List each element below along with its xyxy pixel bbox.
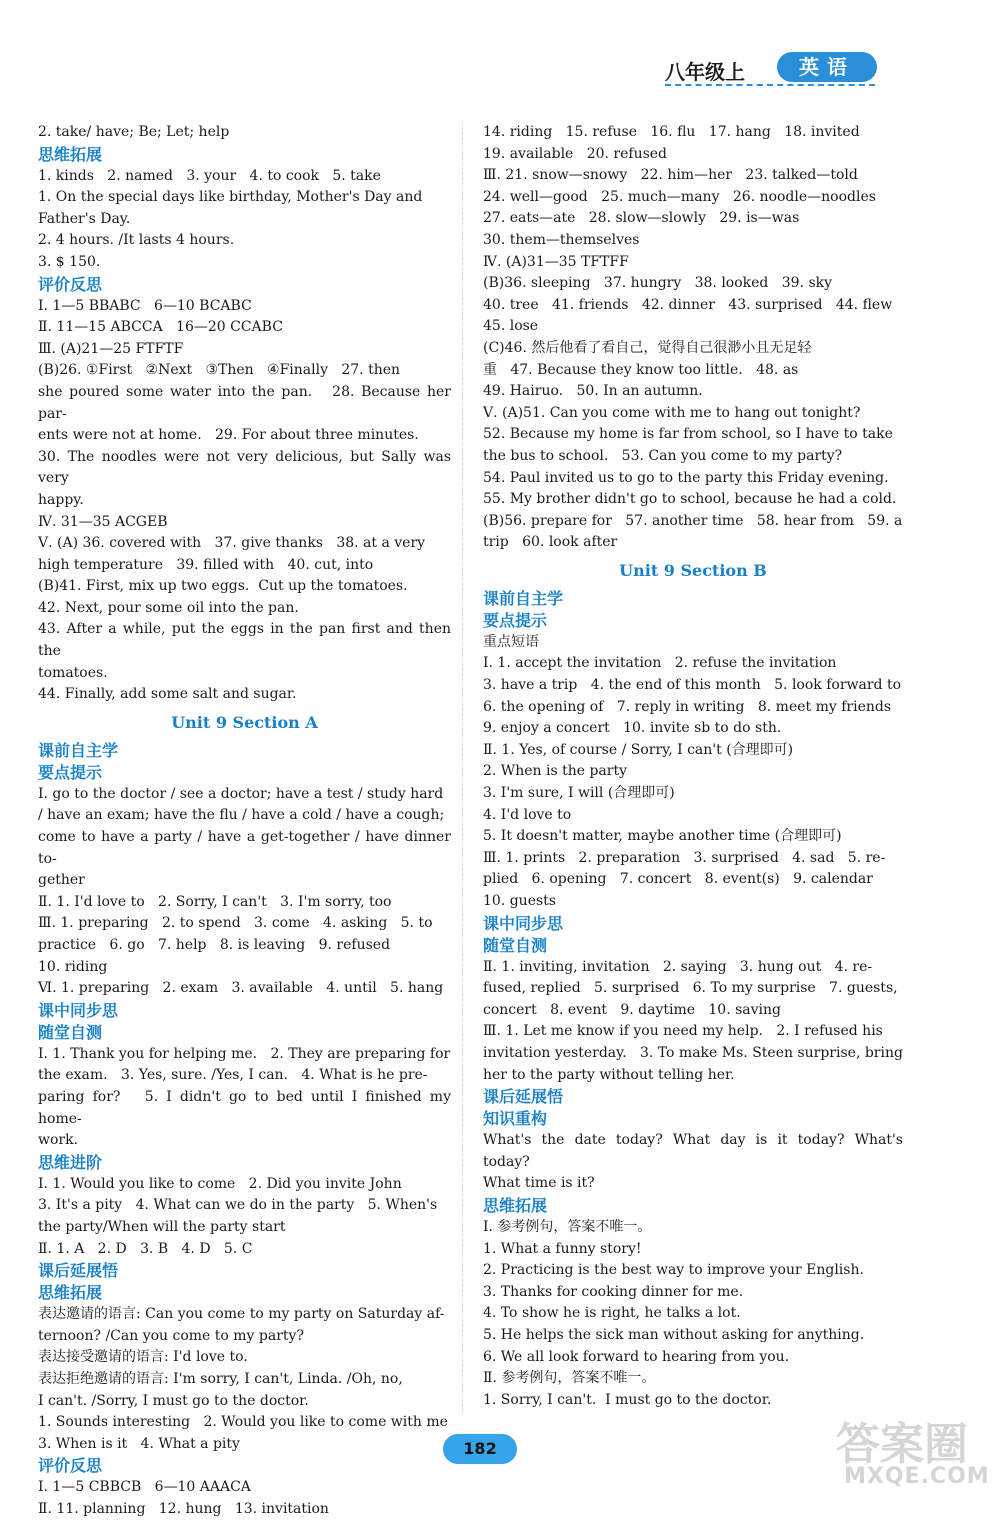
answer-line: Ⅳ. (A)31—35 TFTFF <box>483 253 629 270</box>
answer-line: practice 6. go 7. help 8. is leaving 9. refused <box>38 937 391 953</box>
answer-line: 30. The noodles were not very delicious, but Sally was very <box>38 448 456 487</box>
answer-line: Ⅰ. 1—5 BBABC 6—10 BCABC <box>38 297 252 314</box>
answer-line: Ⅱ. 11. planning 12. hung 13. invitation <box>38 1500 329 1517</box>
answer-line: the bus to school. 53. Can you come to my party? <box>483 447 843 464</box>
section-heading: 课中同步思 <box>38 1000 119 1020</box>
answer-line: 3. $ 150. <box>38 253 101 270</box>
answer-line: 1. What a funny story! <box>483 1240 642 1257</box>
answer-line: Ⅱ. 11—15 ABCCA 16—20 CCABC <box>38 319 283 336</box>
answer-line: invitation yesterday. 3. To make Ms. Steen surprise, bring <box>483 1044 903 1061</box>
header-badge <box>665 52 880 86</box>
section-heading: 评价反思 <box>38 274 103 294</box>
header-rule <box>665 84 875 86</box>
answer-line: 44. Finally, add some salt and sugar. <box>38 686 297 703</box>
section-heading: 课后延展悟 <box>483 1087 564 1107</box>
answer-line: 40. tree 41. friends 42. dinner 43. surprised 44. flew <box>483 296 893 313</box>
answer-line: 6. the opening of 7. reply in writing 8. meet my friends <box>483 698 892 715</box>
answer-line: 19. available 20. refused <box>483 145 668 162</box>
answer-line: Ⅰ. 1. Thank you for helping me. 2. They are preparing for <box>38 1045 451 1062</box>
watermark-text: 答案圈 <box>836 1419 968 1470</box>
answer-line: the exam. 3. Yes, sure. /Yes, I can. 4. What is he pre- <box>38 1067 428 1084</box>
answer-line: 1. Sounds interesting 2. Would you like to come with me <box>38 1414 448 1431</box>
answer-line: Ⅲ. 1. preparing 2. to spend 3. come 4. asking 5. to <box>38 915 433 932</box>
section-heading: 课后延展悟 <box>38 1261 119 1281</box>
answer-line: 1. Sorry, I can't. I must go to the doctor. <box>483 1391 772 1408</box>
answer-line: tomatoes. <box>38 664 108 681</box>
unit-title: Unit 9 Section B <box>619 560 767 580</box>
answer-line: Ⅴ. (A) 36. covered with 37. give thanks 38. at a very <box>38 535 426 552</box>
answer-line: high temperature 39. filled with 40. cut, into <box>38 556 374 573</box>
answer-line: Ⅰ. go to the doctor / see a doctor; have a test / study hard <box>38 785 444 802</box>
answer-line: 10. guests <box>483 893 556 909</box>
answer-line: Ⅱ. 1. A 2. D 3. B 4. D 5. C <box>38 1240 253 1257</box>
answer-line: ternoon? /Can you come to my party? <box>38 1327 304 1344</box>
answer-line: Ⅰ. 1—5 CBBCB 6—10 AAACA <box>38 1479 251 1496</box>
grade-label: 八年级上 <box>665 60 745 84</box>
section-heading: 知识重构 <box>483 1109 548 1129</box>
answer-line: Ⅳ. 31—35 ACGEB <box>38 513 168 530</box>
answer-line: 表达拒绝邀请的语言: I'm sorry, I can't, Linda. /Oh, no, <box>38 1370 403 1387</box>
answer-line: happy. <box>38 491 84 508</box>
answer-line: work. <box>38 1132 79 1149</box>
answer-line: Ⅱ. 1. Yes, of course / Sorry, I can't (合理即可) <box>483 741 794 758</box>
answer-line: (B)26. ①First ②Next ③Then ④Finally 27. then <box>38 362 401 379</box>
answer-line: (C)46. 然后他看了看自己，觉得自己很渺小且无足轻 <box>483 339 812 356</box>
answer-line: 3. Thanks for cooking dinner for me. <box>483 1283 744 1300</box>
answer-line: 52. Because my home is far from school, so I have to take <box>483 426 893 443</box>
answer-line: 1. On the special days like birthday, Mother's Day and <box>38 189 423 206</box>
answer-line: 重 47. Because they know too little. 48. as <box>483 361 799 378</box>
answer-line: 6. We all look forward to hearing from you. <box>483 1348 790 1365</box>
answer-line: (B)36. sleeping 37. hungry 38. looked 39. sky <box>483 275 833 292</box>
answer-line: 45. lose <box>483 318 539 335</box>
answer-line: Ⅲ. 1. prints 2. preparation 3. surprised 4. sad 5. re- <box>483 849 886 866</box>
section-heading: 课前自主学 <box>483 588 564 608</box>
answer-line: 43. After a while, put the eggs in the pan first and then the <box>38 621 456 660</box>
answer-line: 4. I'd love to <box>483 806 572 823</box>
answer-line: Ⅱ. 1. I'd love to 2. Sorry, I can't 3. I'm sorry, too <box>38 893 392 910</box>
answer-line: 42. Next, pour some oil into the pan. <box>38 599 299 616</box>
answer-line: 2. take/ have; Be; Let; help <box>38 124 230 140</box>
answer-line: Ⅲ. 21. snow—snowy 22. him—her 23. talked—told <box>483 167 858 184</box>
answer-line: Ⅱ. 1. inviting, invitation 2. saying 3. hung out 4. re- <box>483 958 873 975</box>
answer-line: ents were not at home. 29. For about three minutes. <box>38 427 419 444</box>
answer-line: Ⅱ. 参考例句，答案不唯一。 <box>483 1370 656 1387</box>
subject-badge: 英语 <box>777 52 877 82</box>
answer-line: 3. When is it 4. What a pity <box>38 1435 240 1452</box>
left-column <box>38 122 456 1520</box>
answer-line: the party/When will the party start <box>38 1218 286 1235</box>
section-heading: 思维拓展 <box>38 1283 103 1303</box>
answer-line: What time is it? <box>483 1175 595 1192</box>
answer-line: Ⅰ. 1. Would you like to come 2. Did you invite John <box>38 1175 402 1192</box>
answer-line: gether <box>38 872 85 889</box>
section-heading: 随堂自测 <box>38 1022 103 1042</box>
watermark-url: MXQE.COM <box>844 1464 990 1489</box>
page-number: 182 <box>443 1434 517 1464</box>
section-heading: 思维进阶 <box>38 1152 103 1172</box>
answer-line: 24. well—good 25. much—many 26. noodle—noodles <box>483 188 876 205</box>
section-heading: 课前自主学 <box>38 740 119 760</box>
section-heading: 思维拓展 <box>38 144 103 164</box>
answer-line: Ⅰ. 1. accept the invitation 2. refuse the invitation <box>483 655 837 672</box>
answer-line: her to the party without telling her. <box>483 1066 735 1083</box>
answer-line: 54. Paul invited us to go to the party this Friday evening. <box>483 469 889 486</box>
answer-line: Ⅲ. (A)21—25 FTFTF <box>38 340 184 357</box>
answer-line: 4. To show he is right, he talks a lot. <box>483 1305 741 1322</box>
answer-line: 重点短语 <box>483 633 539 650</box>
answer-line: trip 60. look after <box>483 534 618 551</box>
answer-line: 49. Hairuo. 50. In an autumn. <box>483 383 703 400</box>
section-heading: 随堂自测 <box>483 935 548 955</box>
answer-line: 10. riding <box>38 958 108 975</box>
section-heading: 要点提示 <box>38 762 103 782</box>
answer-line: What's the date today? What day is it today? What's today? <box>483 1132 908 1170</box>
answer-line: 3. I'm sure, I will (合理即可) <box>483 785 675 802</box>
section-heading: 评价反思 <box>38 1456 103 1476</box>
section-heading: 要点提示 <box>483 610 548 630</box>
answer-line: 1. kinds 2. named 3. your 4. to cook 5. take <box>38 167 381 184</box>
answer-line: Father's Day. <box>38 210 131 227</box>
answer-line: 2. Practicing is the best way to improve your English. <box>483 1262 864 1279</box>
answer-line: 5. It doesn't matter, maybe another time (合理即可) <box>483 828 842 845</box>
answer-line: Ⅴ. (A)51. Can you come with me to hang out tonight? <box>483 404 861 421</box>
answer-line: paring for? 5. I didn't go to bed until I finished my home- <box>38 1088 456 1127</box>
answer-line: Ⅲ. 1. Let me know if you need my help. 2. I refused his <box>483 1023 883 1040</box>
answer-line: (B)41. First, mix up two eggs. Cut up the tomatoes. <box>38 578 408 595</box>
answer-line: 2. When is the party <box>483 763 627 780</box>
answer-line: 5. He helps the sick man without asking for anything. <box>483 1326 865 1343</box>
answer-line: 3. have a trip 4. the end of this month 5. look forward to <box>483 677 902 694</box>
answer-line: I can't. /Sorry, I must go to the doctor. <box>38 1392 309 1409</box>
answer-line: 9. enjoy a concert 10. invite sb to do sth. <box>483 720 782 737</box>
answer-line: Ⅵ. 1. preparing 2. exam 3. available 4. until 5. hang <box>38 980 444 997</box>
answer-line: / have an exam; have the flu / have a cold / have a cough; <box>38 807 445 824</box>
section-heading: 课中同步思 <box>483 913 564 933</box>
answer-line: 2. 4 hours. /It lasts 4 hours. <box>38 232 235 249</box>
answer-line: 14. riding 15. refuse 16. flu 17. hang 18. invited <box>483 124 860 140</box>
section-heading: 思维拓展 <box>483 1195 548 1215</box>
answer-line: 27. eats—ate 28. slow—slowly 29. is—was <box>483 210 800 227</box>
answer-line: come to have a party / have a get-together / have dinner to- <box>38 829 456 867</box>
answer-line: Ⅰ. 参考例句，答案不唯一。 <box>483 1218 652 1235</box>
answer-line: plied 6. opening 7. concert 8. event(s) 9. calendar <box>483 871 873 888</box>
right-column <box>483 122 908 1411</box>
answer-line: she poured some water into the pan. 28. Because her par- <box>38 383 456 422</box>
answer-line: concert 8. event 9. daytime 10. saving <box>483 1001 782 1018</box>
answer-line: 表达邀请的语言: Can you come to my party on Saturday af- <box>38 1306 445 1323</box>
watermark <box>836 1408 990 1498</box>
answer-line: (B)56. prepare for 57. another time 58. hear from 59. a <box>483 512 903 529</box>
answer-line: 55. My brother didn't go to school, because he had a cold. <box>483 491 897 508</box>
answer-line: 表达接受邀请的语言: I'd love to. <box>38 1349 248 1366</box>
unit-title: Unit 9 Section A <box>171 712 318 732</box>
answer-line: 30. them—themselves <box>483 231 640 248</box>
answer-line: 3. It's a pity 4. What can we do in the party 5. When's <box>38 1197 438 1214</box>
column-divider <box>462 122 463 1412</box>
answer-line: fused, replied 5. surprised 6. To my surprise 7. guests, <box>483 980 898 997</box>
